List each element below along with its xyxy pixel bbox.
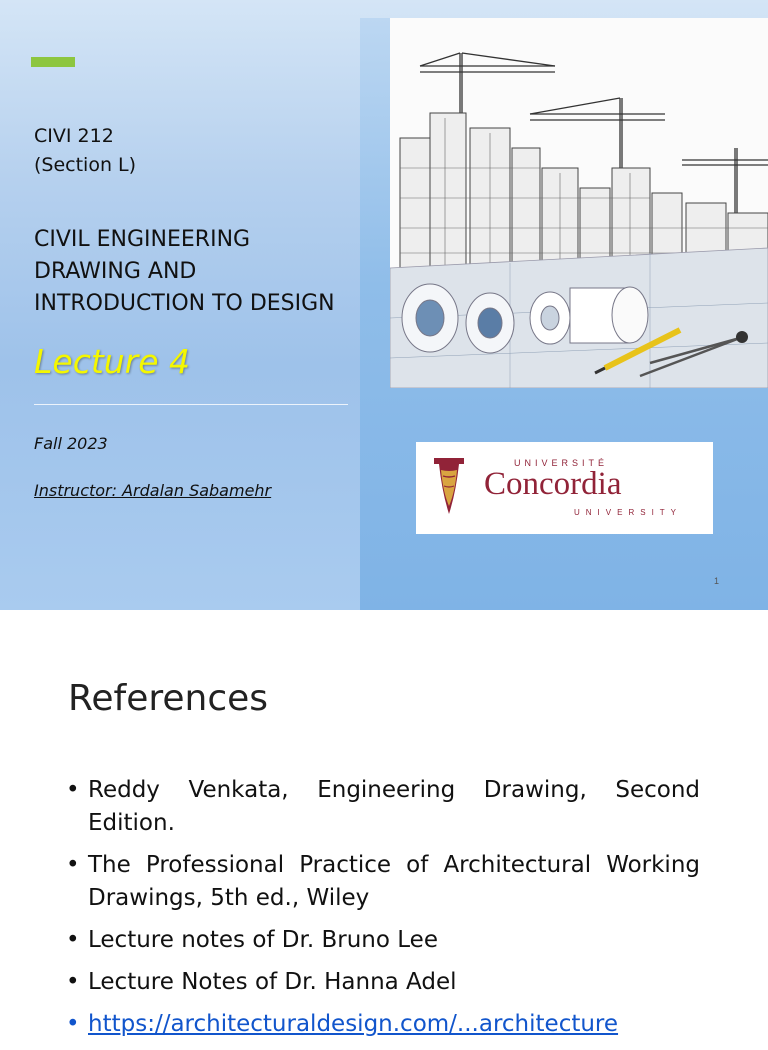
course-info	[34, 122, 136, 180]
course-title	[34, 224, 335, 320]
concordia-logo	[416, 442, 713, 534]
page-number: 1	[714, 576, 720, 586]
course-title-line: DRAWING AND	[34, 259, 197, 284]
reference-item: • Lecture notes of Dr. Bruno Lee	[66, 924, 700, 957]
lecture-number: Lecture 4	[34, 342, 191, 381]
reference-link[interactable]: • https://architecturaldesign.com/...architecture	[66, 1008, 700, 1041]
accent-bar	[31, 57, 75, 67]
course-section: (Section L)	[34, 154, 137, 176]
logo-bottom-text: UNIVERSITY	[574, 508, 683, 517]
references-list	[66, 774, 700, 1050]
construction-sketch-image	[390, 18, 768, 388]
reference-item: • The Professional Practice of Architectural Working Drawings, 5th ed., Wiley	[66, 849, 700, 915]
references-title: References	[68, 678, 269, 719]
logo-name: Concordia	[484, 466, 622, 502]
instructor: Instructor: Ardalan Sabamehr	[34, 481, 272, 500]
divider	[34, 404, 348, 405]
course-code: CIVI 212	[34, 125, 114, 147]
logo-top-text: UNIVERSITÉ	[514, 458, 609, 468]
reference-item: • Reddy Venkata, Engineering Drawing, Second Edition.	[66, 774, 700, 840]
course-title-line: CIVIL ENGINEERING	[34, 227, 251, 252]
references-slide	[0, 610, 768, 1037]
term: Fall 2023	[34, 434, 108, 453]
course-title-line: INTRODUCTION TO DESIGN	[34, 291, 335, 316]
reference-item: • Lecture Notes of Dr. Hanna Adel	[66, 966, 700, 999]
